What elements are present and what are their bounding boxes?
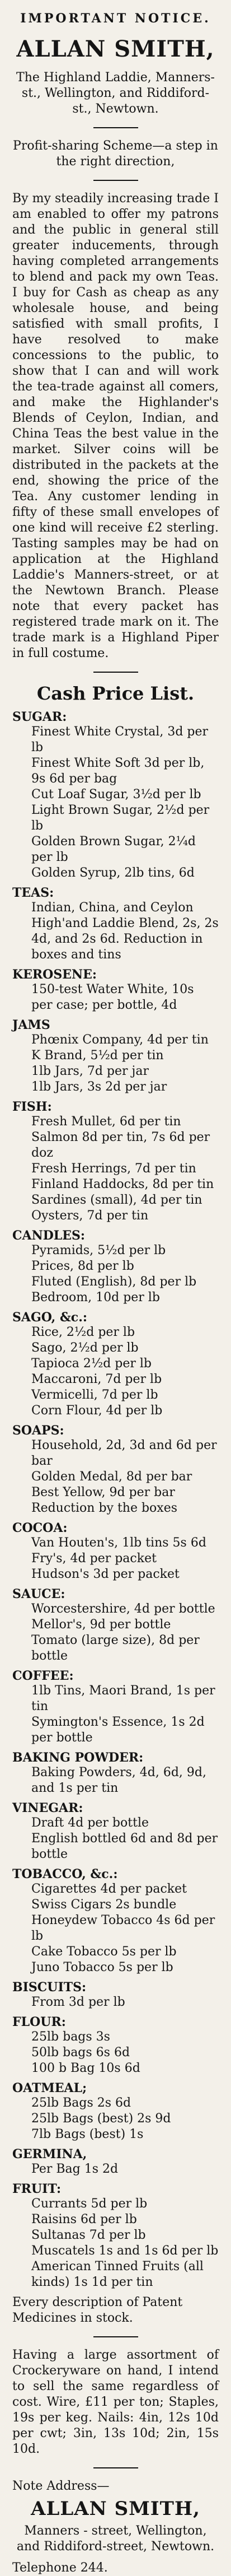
price-item: Fresh Mullet, 6d per tin [31,1115,181,1129]
price-item: Finest White Soft 3d per lb, 9s 6d per bag [31,756,205,786]
price-item: Bedroom, 10d per lb [31,1291,160,1305]
category-heading: COCOA: [12,1521,68,1535]
price-item: High'and Laddie Blend, 2s, 2s 4d, and 2s 6d. Reduction in boxes and tins [31,916,219,962]
price-item: K Brand, 5½d per tin [31,1049,164,1063]
category-heading: FLOUR: [12,2015,66,2029]
closing-name: ALLAN SMITH, [31,2498,200,2520]
price-item: English bottled 6d and 8d per bottle [31,1832,218,1861]
category-heading: GERMINA, [12,2147,87,2162]
price-item: Draft 4d per bottle [31,1816,149,1830]
price-item: Salmon 8d per tin, 7s 6d per doz [31,1130,210,1160]
price-item: 7lb Bags (best) 1s [31,2127,144,2141]
divider [93,2467,138,2468]
price-item: Tomato (large size), 8d per bottle [31,1633,200,1663]
price-item: Baking Powders, 4d, 6d, 9d, and 1s per tin [31,1766,206,1795]
price-item: American Tinned Fruits (all kinds) 1s 1d per tin [31,2260,204,2289]
notice-header: IMPORTANT NOTICE. [20,11,211,26]
category-heading: SAUCE: [12,1587,65,1601]
category-heading: KEROSENE: [12,967,97,982]
closing-address: Manners - street, Wellington, and Riddiford-street, Newtown. [16,2524,215,2554]
price-item: Tapioca 2½d per lb [31,1357,152,1371]
price-item: Fry's, 4d per packet [31,1552,157,1566]
price-item: Oysters, 7d per tin [31,1209,149,1223]
category-heading: JAMS [12,1018,50,1032]
price-item: 50lb bags 6s 6d [31,2046,130,2060]
divider [93,180,138,181]
price-item: Light Brown Sugar, 2½d per lb [31,803,210,833]
price-item: Corn Flour, 4d per lb [31,1404,163,1418]
price-item: 25lb Bags 2s 6d [31,2096,131,2110]
category-heading: OATMEAL; [12,2081,87,2095]
price-item: Swiss Cigars 2s bundle [31,1898,177,1912]
price-item: Finest White Crystal, 3d per lb [31,725,209,754]
price-item: Indian, China, and Ceylon [31,901,194,915]
price-item: Honeydew Tobacco 4s 6d per lb [31,1913,215,1943]
price-item: Vermicelli, 7d per lb [31,1388,158,1402]
category-heading: BISCUITS: [12,1980,87,1995]
price-item: Juno Tobacco 5s per lb [31,1960,173,1974]
price-item: From 3d per lb [31,1995,125,2009]
price-item: Sago, 2½d per lb [31,1341,139,1355]
price-item: 25lb bags 3s [31,2030,110,2044]
price-item: Phœnix Company, 4d per tin [31,1033,209,1047]
category-heading: CANDLES: [12,1228,86,1243]
price-item: Cigarettes 4d per packet [31,1882,187,1896]
category-heading: COFFEE: [12,1669,74,1683]
category-heading: VINEGAR: [12,1801,83,1815]
price-item: Golden Medal, 8d per bar [31,1470,192,1484]
price-item: Mellor's, 9d per bottle [31,1618,171,1632]
price-item: Cake Tobacco 5s per lb [31,1945,177,1959]
category-heading: FRUIT: [12,2182,62,2196]
note-address-label: Note Address— [12,2479,110,2493]
patent-note: Every description of Patent Medicines in stock. [12,2295,183,2325]
crockery-paragraph: Having a large assortment of Crockeryware on hand, I intend to sell the same regardless of cost. Wire, £11 per ton; Staples, 19s per keg. Nails: 4in, 12s 10d per cwt; 3in, 13s 10d; 2in, 15s 10d. [12,2348,219,2456]
price-item: 25lb Bags (best) 2s 9d [31,2112,171,2126]
price-item: Per Bag 1s 2d [31,2162,119,2176]
price-item: Symington's Essence, 1s 2d per bottle [31,1715,205,1745]
price-item: Finland Haddocks, 8d per tin [31,1177,214,1191]
divider [93,2336,138,2337]
divider [93,127,138,128]
category-heading: FISH: [12,1100,52,1114]
price-item: 100 b Bag 10s 6d [31,2061,140,2075]
price-item: Prices, 8d per lb [31,1259,134,1273]
price-item: Worcestershire, 4d per bottle [31,1602,215,1616]
price-item: Best Yellow, 9d per bar [31,1485,175,1499]
price-item: Hudson's 3d per packet [31,1567,180,1581]
price-item: 1lb Tins, Maori Brand, 1s per tin [31,1684,215,1713]
price-item: Currants 5d per lb [31,2197,148,2211]
price-item: 1lb Jars, 7d per jar [31,1064,149,1078]
price-item: Cut Loaf Sugar, 3½d per lb [31,788,201,802]
price-item: Fresh Herrings, 7d per tin [31,1162,196,1176]
price-item: Golden Brown Sugar, 2¼d per lb [31,835,196,864]
price-item: Sultanas 7d per lb [31,2228,146,2242]
price-item: Maccaroni, 7d per lb [31,1372,162,1386]
price-item: Golden Syrup, 2lb tins, 6d [31,866,195,880]
price-item: Van Houten's, 1lb tins 5s 6d [31,1536,206,1550]
merchant-name: ALLAN SMITH, [16,36,215,62]
intro-paragraph: By my steadily increasing trade I am enabled to offer my patrons and the public in general still greater inducements, through having completed arrangements to blend and pack my own Teas. I buy for Cash as cheap as any wholesale house, and being satisfied with small profits, I have resolved to make concessions to the public, to show that I can and will work the tea-trade against all comers, and make the Highlander's Blends of Ceylon, Indian, and China Teas the best value in the market. Silver coins will be distributed in the packets at the end, showing the price of the Tea. Any customer lending in fifty of these small envelopes of one kind will receive £2 sterling. Tasting samples may be had on application at the Highland Laddie's Manners-street, or at the Newtown Branch. Please note that every packet has registered trade mark on it. The trade mark is a Highland Piper in full costume. [12,192,219,660]
divider [93,672,138,673]
price-item: Rice, 2½d per lb [31,1325,135,1339]
category-heading: TEAS: [12,886,54,900]
price-item: 1lb Jars, 3s 2d per jar [31,1080,167,1094]
business-address: The Highland Laddie, Manners-st., Wellington, and Riddiford-st., Newtown. [16,71,215,116]
price-list-title: Cash Price List. [36,683,195,704]
category-heading: SOAPS: [12,1423,64,1438]
price-item: Raisins 6d per lb [31,2212,137,2226]
price-item: Pyramids, 5½d per lb [31,1243,166,1257]
category-heading: SUGAR: [12,710,67,724]
price-item: Household, 2d, 3d and 6d per bar [31,1438,217,1468]
category-heading: TOBACCO, &c.: [12,1867,118,1881]
tagline: Profit-sharing Scheme—a step in the right direction, [13,139,218,169]
price-list [12,710,219,2290]
category-heading: SAGO, &c.: [12,1310,87,1325]
price-item: Sardines (small), 4d per tin [31,1193,202,1207]
price-item: Reduction by the boxes [31,1501,178,1515]
price-item: Muscatels 1s and 1s 6d per lb [31,2244,219,2258]
telephone: Telephone 244. [12,2561,108,2575]
price-item: 150-test Water White, 10s per case; per bottle, 4d [31,982,194,1012]
category-heading: BAKING POWDER: [12,1750,144,1765]
price-item: Fluted (English), 8d per lb [31,1275,197,1289]
